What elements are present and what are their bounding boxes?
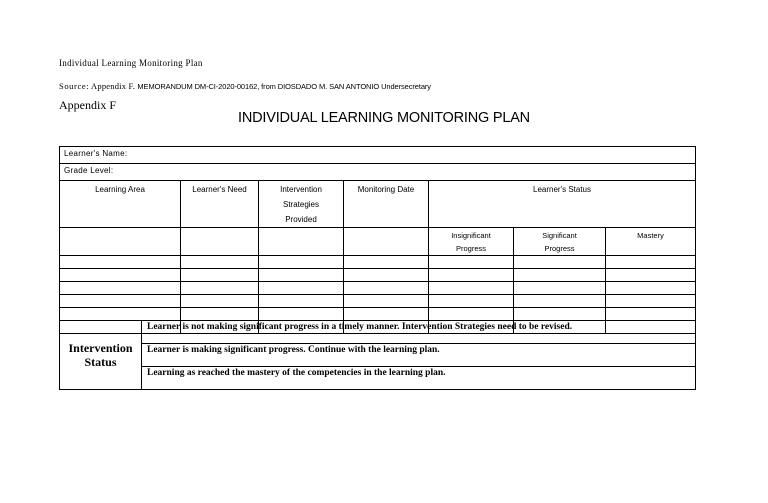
status-option-mastery[interactable]: Learning as reached the mastery of the competencies in the learning plan. xyxy=(142,367,696,390)
header-mastery: Mastery xyxy=(606,228,696,256)
table-cell[interactable] xyxy=(344,295,429,308)
status-row xyxy=(60,367,696,390)
table-cell[interactable] xyxy=(259,282,344,295)
header-intervention-strategies: Intervention Strategies Provided xyxy=(259,181,344,228)
table-cell[interactable] xyxy=(606,282,696,295)
table-cell[interactable] xyxy=(259,256,344,269)
status-option-continue[interactable]: Learner is making significant progress. Continue with the learning plan. xyxy=(142,344,696,367)
table-cell[interactable] xyxy=(181,295,259,308)
table-cell[interactable] xyxy=(606,308,696,321)
table-cell[interactable] xyxy=(606,269,696,282)
table-cell[interactable] xyxy=(344,308,429,321)
table-cell[interactable] xyxy=(60,256,181,269)
table-cell[interactable] xyxy=(429,295,514,308)
table-cell[interactable] xyxy=(259,308,344,321)
table-cell[interactable] xyxy=(181,282,259,295)
table-cell[interactable] xyxy=(344,269,429,282)
appendix-label: Appendix F xyxy=(59,98,116,112)
status-row xyxy=(60,344,696,367)
status-subheader-row xyxy=(60,228,696,256)
document-title: Individual Learning Monitoring Plan xyxy=(59,58,203,68)
table-cell[interactable] xyxy=(181,308,259,321)
intervention-status-label: Intervention Status xyxy=(60,321,142,390)
grade-level-field[interactable] xyxy=(60,164,696,181)
table-cell[interactable] xyxy=(429,269,514,282)
grade-level-row xyxy=(60,164,696,181)
table-cell[interactable] xyxy=(429,282,514,295)
source-label: Source: xyxy=(59,81,90,91)
table-cell[interactable] xyxy=(514,282,606,295)
table-cell[interactable] xyxy=(514,256,606,269)
table-cell[interactable] xyxy=(606,295,696,308)
table-cell[interactable] xyxy=(181,256,259,269)
monitoring-plan-table xyxy=(59,146,696,334)
source-memo: MEMORANDUM DM-CI-2020-00162, from DIOSDADO M. SAN ANTONIO Undersecretary xyxy=(137,82,431,91)
column-header-row xyxy=(60,181,696,228)
grade-level-label: Grade Level: xyxy=(64,166,114,175)
table-cell[interactable] xyxy=(259,269,344,282)
header-learners-status: Learner's Status xyxy=(429,181,696,228)
table-row xyxy=(60,282,696,295)
header-insignificant-progress: Insignificant Progress xyxy=(429,228,514,256)
table-row xyxy=(60,308,696,321)
table-cell[interactable] xyxy=(344,256,429,269)
table-cell[interactable] xyxy=(344,282,429,295)
table-cell[interactable] xyxy=(181,269,259,282)
status-row xyxy=(60,321,696,344)
table-row xyxy=(60,256,696,269)
table-cell[interactable] xyxy=(60,295,181,308)
table-cell[interactable] xyxy=(259,228,344,256)
source-line xyxy=(59,81,431,91)
table-cell[interactable] xyxy=(344,228,429,256)
table-cell[interactable] xyxy=(429,256,514,269)
table-cell[interactable] xyxy=(514,308,606,321)
table-cell[interactable] xyxy=(60,282,181,295)
table-cell[interactable] xyxy=(514,295,606,308)
table-cell[interactable] xyxy=(606,256,696,269)
header-monitoring-date: Monitoring Date xyxy=(344,181,429,228)
form-title: INDIVIDUAL LEARNING MONITORING PLAN xyxy=(238,110,530,126)
header-learners-need: Learner's Need xyxy=(181,181,259,228)
intervention-status-table xyxy=(59,320,696,390)
source-appendix: Appendix F. xyxy=(91,81,136,91)
status-option-revise[interactable]: Learner is not making significant progress in a timely manner. Intervention Strategies need to be revised. xyxy=(142,321,696,344)
header-learning-area: Learning Area xyxy=(60,181,181,228)
table-cell[interactable] xyxy=(514,269,606,282)
table-row xyxy=(60,295,696,308)
table-row xyxy=(60,269,696,282)
learner-name-label: Learner's Name: xyxy=(64,149,128,158)
table-cell[interactable] xyxy=(60,228,181,256)
table-cell[interactable] xyxy=(60,308,181,321)
table-cell[interactable] xyxy=(429,308,514,321)
table-cell[interactable] xyxy=(259,295,344,308)
table-cell[interactable] xyxy=(60,269,181,282)
header-significant-progress: Significant Progress xyxy=(514,228,606,256)
learner-name-row xyxy=(60,147,696,164)
learner-name-field[interactable] xyxy=(60,147,696,164)
table-cell[interactable] xyxy=(181,228,259,256)
